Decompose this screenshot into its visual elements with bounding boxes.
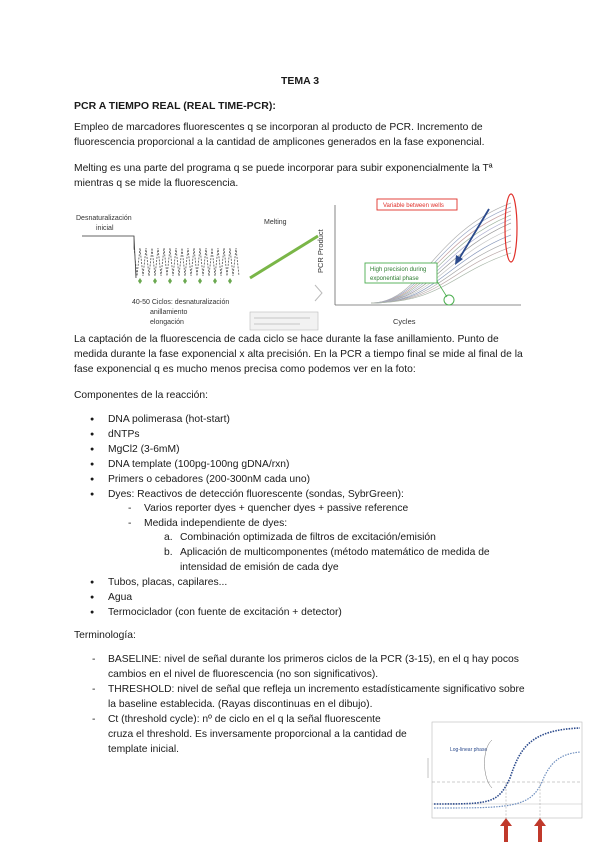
page-title: TEMA 3: [280, 75, 320, 87]
blue-arrow-line: [459, 209, 489, 259]
desnat-label-2: inicial: [96, 225, 114, 232]
ct-arrow-up-icon: [500, 818, 512, 842]
ct-arrows: [500, 818, 546, 842]
dyes-alpha-item: [164, 530, 530, 545]
red-callout-label: Variable between wells: [383, 203, 444, 209]
measurement-markers: [138, 278, 232, 284]
melting-paragraph: Melting es una parte del programa q se puede incorporar para subir exponencialmente la Tª mientras q se mide la fluorescencia.: [74, 163, 493, 189]
component-item: ● dNTPs: [108, 427, 139, 442]
component-item: ● Primers o cebadores (200-300nM cada uno): [108, 472, 310, 487]
terminology-title: Terminología:: [74, 630, 136, 641]
y-axis-label: PCR Product: [316, 229, 325, 273]
chevron-right-icon: [315, 285, 322, 301]
threshold-ct-figure: [420, 718, 586, 844]
dyes-sub-item: - Varios reporter dyes + quencher dyes + passive reference: [144, 501, 408, 516]
dyes-alpha-item: [164, 545, 520, 575]
exponential-phase-circle: [444, 295, 454, 305]
desnat-label-1: Desnaturalización: [76, 215, 132, 222]
amplification-curves-figure: [311, 193, 526, 331]
melting-ramp: [250, 236, 318, 278]
cycles-label-3: elongación: [150, 319, 184, 326]
blue-arrow-icon: [455, 255, 463, 265]
alpha-text: Aplicación de multicomponentes (método matemático de medida de intensidad de emisión de cada dye: [180, 547, 490, 573]
term-item: - BASELINE: nivel de señal durante los primeros ciclos de la PCR (3-15), en el q hay pocos cambios en el nivel de fluorescencia (no son significativos).: [108, 652, 528, 682]
software-thumbnail: [250, 312, 318, 330]
component-item: ● Agua: [108, 590, 132, 605]
plot-frame: [432, 722, 582, 818]
intro-paragraph: Empleo de marcadores fluorescentes q se incorporan al producto de PCR. Incremento de fluorescencia proporcional a la cantidad de amplicones generados en la fase exponencial.: [74, 122, 485, 148]
component-item: ● MgCl2 (3-6mM): [108, 442, 180, 457]
component-item: ● Tubos, placas, capilares...: [108, 575, 227, 590]
component-item: ● DNA template (100pg-100ng gDNA/rxn): [108, 457, 289, 472]
early-ct-curve: [434, 728, 580, 804]
term-item: - THRESHOLD: nivel de señal que refleja un incremento estadísticamente significativo sobre la baseline establecida. (Rayas discontinuas en el dibujo).: [108, 682, 528, 712]
melting-label: Melting: [264, 219, 287, 226]
section-heading: PCR A TIEMPO REAL (REAL TIME-PCR):: [74, 100, 276, 112]
variability-ellipse: [505, 194, 517, 262]
alpha-marker: b.: [164, 547, 173, 558]
x-axis-label: Cycles: [393, 317, 416, 326]
initial-step-line: [82, 236, 136, 278]
component-item: ● DNA polimerasa (hot-start): [108, 412, 230, 427]
thermocycling-program-figure: [74, 208, 324, 332]
late-ct-curve: [434, 752, 580, 808]
dyes-sub-item: - Medida independiente de dyes:: [144, 516, 287, 531]
alpha-text: Combinación optimizada de filtros de excitación/emisión: [180, 532, 436, 543]
ct-arrow-up-icon: [534, 818, 546, 842]
cycles-label-1: 40-50 Ciclos: desnaturalización: [132, 299, 230, 306]
component-item: ● Termociclador (con fuente de excitación + detector): [108, 605, 342, 620]
green-callout-label-1: High precision during: [370, 267, 427, 273]
log-linear-label: Log-linear phase: [450, 747, 488, 753]
cycles-label-2: anillamiento: [150, 309, 188, 316]
components-title: Componentes de la reacción:: [74, 390, 208, 401]
green-callout-label-2: exponential phase: [370, 276, 419, 282]
component-item: ● Dyes: Reactivos de detección fluorescente (sondas, SybrGreen):: [108, 487, 404, 502]
term-item: - Ct (threshold cycle): nº de ciclo en el q la señal fluorescente cruza el threshold. Es inversamente proporcional a la cantidad de template inicial.: [108, 712, 408, 757]
capture-paragraph: La captación de la fluorescencia de cada ciclo se hace durante la fase anillamiento. Punto de medida durante la fase exponencial x alta precisión. En la PCR a tiempo final se mide al final de la fase exponencial q es mucho menos precisa como podemos ver en la foto:: [74, 334, 523, 375]
alpha-marker: a.: [164, 532, 173, 543]
cycles-waveform: [134, 248, 239, 276]
